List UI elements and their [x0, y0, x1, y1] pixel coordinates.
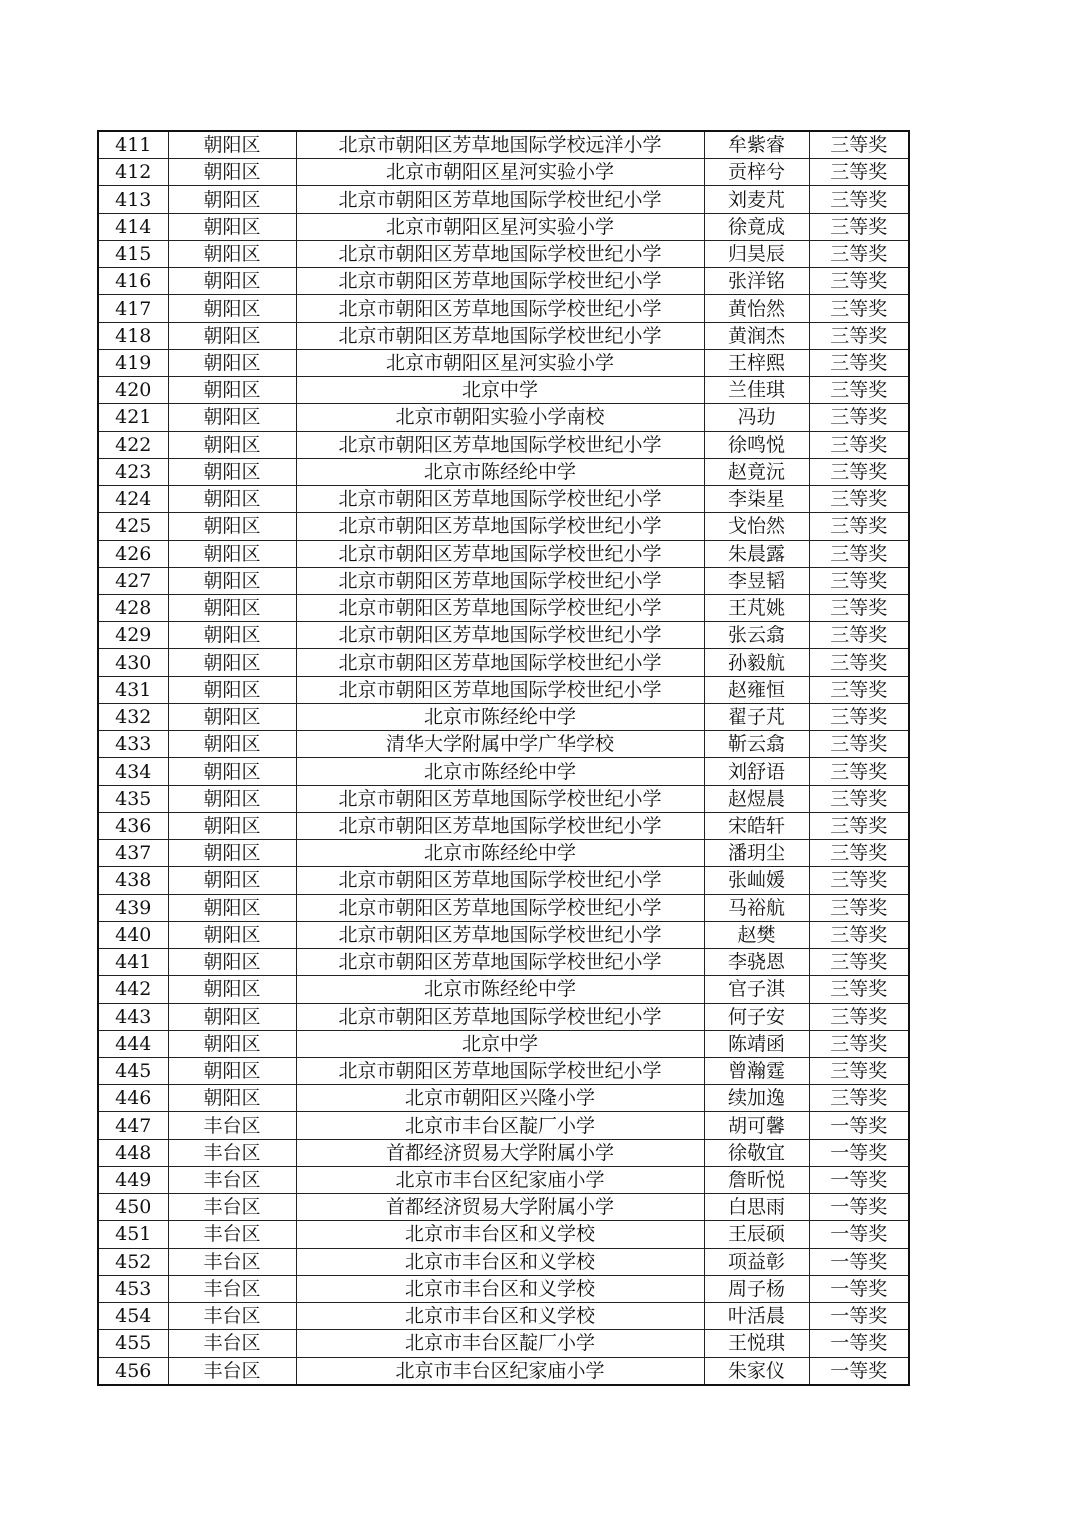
district-cell: 朝阳区: [168, 322, 296, 349]
awards-table-body: [98, 131, 909, 1385]
row-number: 411: [98, 131, 168, 159]
table-row: [98, 1112, 909, 1139]
award-level-cell: 一等奖: [809, 1303, 909, 1330]
award-level-cell: 三等奖: [809, 867, 909, 894]
award-level-cell: 三等奖: [809, 1030, 909, 1057]
row-number: 452: [98, 1248, 168, 1275]
district-cell: 朝阳区: [168, 1003, 296, 1030]
district-cell: 朝阳区: [168, 1057, 296, 1084]
award-level-cell: 三等奖: [809, 486, 909, 513]
school-cell: 北京市朝阳区芳草地国际学校世纪小学: [296, 186, 704, 213]
district-cell: 朝阳区: [168, 404, 296, 431]
award-level-cell: 三等奖: [809, 1057, 909, 1084]
table-row: [98, 1330, 909, 1357]
district-cell: 朝阳区: [168, 458, 296, 485]
row-number: 445: [98, 1057, 168, 1084]
row-number: 444: [98, 1030, 168, 1057]
row-number: 435: [98, 785, 168, 812]
award-level-cell: 一等奖: [809, 1330, 909, 1357]
award-level-cell: 一等奖: [809, 1112, 909, 1139]
row-number: 427: [98, 567, 168, 594]
award-level-cell: 一等奖: [809, 1139, 909, 1166]
district-cell: 朝阳区: [168, 1030, 296, 1057]
student-name-cell: 兰佳琪: [704, 377, 809, 404]
award-level-cell: 三等奖: [809, 431, 909, 458]
student-name-cell: 冯玏: [704, 404, 809, 431]
district-cell: 丰台区: [168, 1194, 296, 1221]
school-cell: 北京市朝阳区芳草地国际学校世纪小学: [296, 921, 704, 948]
award-level-cell: 三等奖: [809, 240, 909, 267]
district-cell: 丰台区: [168, 1112, 296, 1139]
school-cell: 首都经济贸易大学附属小学: [296, 1139, 704, 1166]
school-cell: 北京市陈经纶中学: [296, 703, 704, 730]
row-number: 429: [98, 622, 168, 649]
row-number: 414: [98, 213, 168, 240]
award-level-cell: 三等奖: [809, 1085, 909, 1112]
district-cell: 朝阳区: [168, 240, 296, 267]
table-row: [98, 540, 909, 567]
row-number: 436: [98, 812, 168, 839]
row-number: 431: [98, 676, 168, 703]
school-cell: 北京市朝阳区芳草地国际学校世纪小学: [296, 949, 704, 976]
table-row: [98, 431, 909, 458]
school-cell: 北京市丰台区和义学校: [296, 1303, 704, 1330]
school-cell: 北京市丰台区和义学校: [296, 1275, 704, 1302]
student-name-cell: 叶活晨: [704, 1303, 809, 1330]
row-number: 417: [98, 295, 168, 322]
school-cell: 北京市丰台区靛厂小学: [296, 1330, 704, 1357]
school-cell: 北京市朝阳区芳草地国际学校世纪小学: [296, 594, 704, 621]
student-name-cell: 归昊辰: [704, 240, 809, 267]
school-cell: 北京市朝阳实验小学南校: [296, 404, 704, 431]
table-row: [98, 1085, 909, 1112]
school-cell: 北京市丰台区纪家庙小学: [296, 1166, 704, 1193]
school-cell: 北京市朝阳区芳草地国际学校世纪小学: [296, 486, 704, 513]
student-name-cell: 官子淇: [704, 976, 809, 1003]
row-number: 443: [98, 1003, 168, 1030]
award-level-cell: 三等奖: [809, 703, 909, 730]
student-name-cell: 翟子芃: [704, 703, 809, 730]
table-row: [98, 295, 909, 322]
student-name-cell: 詹昕悦: [704, 1166, 809, 1193]
student-name-cell: 何子安: [704, 1003, 809, 1030]
award-level-cell: 一等奖: [809, 1275, 909, 1302]
school-cell: 北京市朝阳区芳草地国际学校世纪小学: [296, 322, 704, 349]
row-number: 442: [98, 976, 168, 1003]
district-cell: 朝阳区: [168, 186, 296, 213]
table-row: [98, 812, 909, 839]
district-cell: 朝阳区: [168, 812, 296, 839]
school-cell: 北京市朝阳区星河实验小学: [296, 159, 704, 186]
award-level-cell: 三等奖: [809, 540, 909, 567]
district-cell: 朝阳区: [168, 268, 296, 295]
table-row: [98, 731, 909, 758]
award-level-cell: 三等奖: [809, 812, 909, 839]
table-row: [98, 976, 909, 1003]
school-cell: 北京中学: [296, 377, 704, 404]
student-name-cell: 宋皓轩: [704, 812, 809, 839]
district-cell: 朝阳区: [168, 377, 296, 404]
district-cell: 朝阳区: [168, 213, 296, 240]
district-cell: 朝阳区: [168, 840, 296, 867]
table-row: [98, 894, 909, 921]
table-row: [98, 1003, 909, 1030]
district-cell: 朝阳区: [168, 622, 296, 649]
award-level-cell: 三等奖: [809, 513, 909, 540]
table-row: [98, 377, 909, 404]
student-name-cell: 黄润杰: [704, 322, 809, 349]
student-name-cell: 徐鸣悦: [704, 431, 809, 458]
row-number: 425: [98, 513, 168, 540]
award-level-cell: 三等奖: [809, 131, 909, 159]
student-name-cell: 徐敬宜: [704, 1139, 809, 1166]
award-level-cell: 三等奖: [809, 622, 909, 649]
row-number: 446: [98, 1085, 168, 1112]
school-cell: 北京市陈经纶中学: [296, 758, 704, 785]
row-number: 422: [98, 431, 168, 458]
school-cell: 北京市丰台区靛厂小学: [296, 1112, 704, 1139]
school-cell: 北京市朝阳区芳草地国际学校世纪小学: [296, 867, 704, 894]
awards-table: [97, 130, 910, 1386]
district-cell: 朝阳区: [168, 431, 296, 458]
student-name-cell: 靳云翕: [704, 731, 809, 758]
row-number: 440: [98, 921, 168, 948]
student-name-cell: 刘麦芃: [704, 186, 809, 213]
table-row: [98, 1248, 909, 1275]
student-name-cell: 孙毅航: [704, 649, 809, 676]
student-name-cell: 续加逸: [704, 1085, 809, 1112]
row-number: 448: [98, 1139, 168, 1166]
table-row: [98, 867, 909, 894]
school-cell: 北京市丰台区纪家庙小学: [296, 1357, 704, 1385]
school-cell: 首都经济贸易大学附属小学: [296, 1194, 704, 1221]
district-cell: 朝阳区: [168, 731, 296, 758]
school-cell: 北京市朝阳区芳草地国际学校世纪小学: [296, 622, 704, 649]
table-row: [98, 840, 909, 867]
row-number: 450: [98, 1194, 168, 1221]
table-row: [98, 1357, 909, 1385]
table-row: [98, 921, 909, 948]
row-number: 426: [98, 540, 168, 567]
award-level-cell: 三等奖: [809, 458, 909, 485]
district-cell: 朝阳区: [168, 785, 296, 812]
school-cell: 北京市朝阳区兴隆小学: [296, 1085, 704, 1112]
student-name-cell: 徐竟成: [704, 213, 809, 240]
district-cell: 朝阳区: [168, 594, 296, 621]
row-number: 418: [98, 322, 168, 349]
row-number: 428: [98, 594, 168, 621]
district-cell: 朝阳区: [168, 513, 296, 540]
school-cell: 北京市陈经纶中学: [296, 458, 704, 485]
row-number: 433: [98, 731, 168, 758]
district-cell: 朝阳区: [168, 921, 296, 948]
row-number: 416: [98, 268, 168, 295]
row-number: 439: [98, 894, 168, 921]
row-number: 419: [98, 349, 168, 376]
district-cell: 朝阳区: [168, 976, 296, 1003]
school-cell: 北京市朝阳区芳草地国际学校世纪小学: [296, 785, 704, 812]
district-cell: 朝阳区: [168, 867, 296, 894]
award-level-cell: 三等奖: [809, 295, 909, 322]
award-level-cell: 三等奖: [809, 731, 909, 758]
row-number: 456: [98, 1357, 168, 1385]
school-cell: 北京市朝阳区星河实验小学: [296, 213, 704, 240]
award-level-cell: 三等奖: [809, 840, 909, 867]
row-number: 412: [98, 159, 168, 186]
row-number: 438: [98, 867, 168, 894]
table-row: [98, 758, 909, 785]
table-row: [98, 676, 909, 703]
student-name-cell: 马裕航: [704, 894, 809, 921]
table-row: [98, 486, 909, 513]
school-cell: 北京市朝阳区芳草地国际学校世纪小学: [296, 1003, 704, 1030]
district-cell: 朝阳区: [168, 1085, 296, 1112]
row-number: 437: [98, 840, 168, 867]
student-name-cell: 白思雨: [704, 1194, 809, 1221]
award-level-cell: 三等奖: [809, 349, 909, 376]
student-name-cell: 戈怡然: [704, 513, 809, 540]
district-cell: 丰台区: [168, 1357, 296, 1385]
student-name-cell: 张屾媛: [704, 867, 809, 894]
award-level-cell: 一等奖: [809, 1357, 909, 1385]
award-level-cell: 三等奖: [809, 1003, 909, 1030]
student-name-cell: 赵樊: [704, 921, 809, 948]
school-cell: 北京市朝阳区芳草地国际学校世纪小学: [296, 513, 704, 540]
school-cell: 北京市朝阳区芳草地国际学校世纪小学: [296, 268, 704, 295]
district-cell: 丰台区: [168, 1221, 296, 1248]
district-cell: 朝阳区: [168, 758, 296, 785]
school-cell: 北京市朝阳区芳草地国际学校世纪小学: [296, 812, 704, 839]
district-cell: 丰台区: [168, 1275, 296, 1302]
row-number: 434: [98, 758, 168, 785]
school-cell: 北京市朝阳区芳草地国际学校世纪小学: [296, 676, 704, 703]
row-number: 432: [98, 703, 168, 730]
student-name-cell: 张云翕: [704, 622, 809, 649]
student-name-cell: 朱家仪: [704, 1357, 809, 1385]
student-name-cell: 周子杨: [704, 1275, 809, 1302]
student-name-cell: 王辰硕: [704, 1221, 809, 1248]
school-cell: 北京市朝阳区芳草地国际学校世纪小学: [296, 540, 704, 567]
row-number: 415: [98, 240, 168, 267]
district-cell: 朝阳区: [168, 295, 296, 322]
district-cell: 丰台区: [168, 1139, 296, 1166]
district-cell: 丰台区: [168, 1330, 296, 1357]
table-row: [98, 159, 909, 186]
row-number: 413: [98, 186, 168, 213]
table-row: [98, 949, 909, 976]
table-row: [98, 1030, 909, 1057]
district-cell: 丰台区: [168, 1303, 296, 1330]
district-cell: 丰台区: [168, 1166, 296, 1193]
table-row: [98, 1275, 909, 1302]
school-cell: 北京市朝阳区芳草地国际学校世纪小学: [296, 894, 704, 921]
table-row: [98, 622, 909, 649]
student-name-cell: 赵竟沅: [704, 458, 809, 485]
school-cell: 北京市朝阳区芳草地国际学校远洋小学: [296, 131, 704, 159]
row-number: 447: [98, 1112, 168, 1139]
table-row: [98, 1166, 909, 1193]
table-row: [98, 322, 909, 349]
table-row: [98, 404, 909, 431]
student-name-cell: 曾瀚霆: [704, 1057, 809, 1084]
student-name-cell: 张洋铭: [704, 268, 809, 295]
student-name-cell: 黄怡然: [704, 295, 809, 322]
award-level-cell: 三等奖: [809, 949, 909, 976]
table-row: [98, 513, 909, 540]
row-number: 441: [98, 949, 168, 976]
award-level-cell: 三等奖: [809, 921, 909, 948]
table-row: [98, 1221, 909, 1248]
school-cell: 北京市朝阳区芳草地国际学校世纪小学: [296, 295, 704, 322]
district-cell: 朝阳区: [168, 540, 296, 567]
award-level-cell: 三等奖: [809, 268, 909, 295]
district-cell: 朝阳区: [168, 567, 296, 594]
table-row: [98, 268, 909, 295]
student-name-cell: 陈靖函: [704, 1030, 809, 1057]
school-cell: 北京市陈经纶中学: [296, 840, 704, 867]
row-number: 454: [98, 1303, 168, 1330]
student-name-cell: 王梓熙: [704, 349, 809, 376]
district-cell: 朝阳区: [168, 649, 296, 676]
award-level-cell: 一等奖: [809, 1194, 909, 1221]
table-row: [98, 349, 909, 376]
award-level-cell: 三等奖: [809, 676, 909, 703]
school-cell: 北京中学: [296, 1030, 704, 1057]
student-name-cell: 刘舒语: [704, 758, 809, 785]
school-cell: 北京市朝阳区芳草地国际学校世纪小学: [296, 240, 704, 267]
award-level-cell: 三等奖: [809, 213, 909, 240]
school-cell: 北京市陈经纶中学: [296, 976, 704, 1003]
table-row: [98, 1057, 909, 1084]
school-cell: 北京市丰台区和义学校: [296, 1248, 704, 1275]
row-number: 430: [98, 649, 168, 676]
district-cell: 朝阳区: [168, 349, 296, 376]
award-level-cell: 三等奖: [809, 567, 909, 594]
row-number: 421: [98, 404, 168, 431]
row-number: 449: [98, 1166, 168, 1193]
award-level-cell: 一等奖: [809, 1248, 909, 1275]
district-cell: 丰台区: [168, 1248, 296, 1275]
student-name-cell: 赵煜晨: [704, 785, 809, 812]
award-level-cell: 三等奖: [809, 976, 909, 1003]
award-level-cell: 三等奖: [809, 649, 909, 676]
table-row: [98, 1139, 909, 1166]
student-name-cell: 李柒星: [704, 486, 809, 513]
table-row: [98, 1194, 909, 1221]
award-level-cell: 一等奖: [809, 1166, 909, 1193]
school-cell: 北京市朝阳区芳草地国际学校世纪小学: [296, 567, 704, 594]
table-row: [98, 131, 909, 159]
table-row: [98, 785, 909, 812]
student-name-cell: 赵雍恒: [704, 676, 809, 703]
student-name-cell: 贡梓兮: [704, 159, 809, 186]
student-name-cell: 潘玥尘: [704, 840, 809, 867]
table-row: [98, 594, 909, 621]
table-row: [98, 186, 909, 213]
table-row: [98, 458, 909, 485]
row-number: 455: [98, 1330, 168, 1357]
table-row: [98, 213, 909, 240]
award-level-cell: 三等奖: [809, 322, 909, 349]
student-name-cell: 李骁恩: [704, 949, 809, 976]
award-level-cell: 三等奖: [809, 186, 909, 213]
award-level-cell: 三等奖: [809, 785, 909, 812]
table-row: [98, 240, 909, 267]
school-cell: 北京市朝阳区芳草地国际学校世纪小学: [296, 649, 704, 676]
row-number: 424: [98, 486, 168, 513]
district-cell: 朝阳区: [168, 676, 296, 703]
award-level-cell: 三等奖: [809, 404, 909, 431]
district-cell: 朝阳区: [168, 949, 296, 976]
student-name-cell: 朱晨露: [704, 540, 809, 567]
school-cell: 北京市朝阳区芳草地国际学校世纪小学: [296, 431, 704, 458]
table-row: [98, 649, 909, 676]
student-name-cell: 项益彰: [704, 1248, 809, 1275]
school-cell: 北京市朝阳区芳草地国际学校世纪小学: [296, 1057, 704, 1084]
district-cell: 朝阳区: [168, 159, 296, 186]
student-name-cell: 牟紫睿: [704, 131, 809, 159]
row-number: 453: [98, 1275, 168, 1302]
award-level-cell: 三等奖: [809, 894, 909, 921]
district-cell: 朝阳区: [168, 131, 296, 159]
award-level-cell: 三等奖: [809, 594, 909, 621]
award-level-cell: 三等奖: [809, 377, 909, 404]
student-name-cell: 王悦琪: [704, 1330, 809, 1357]
table-row: [98, 1303, 909, 1330]
table-row: [98, 703, 909, 730]
district-cell: 朝阳区: [168, 894, 296, 921]
award-level-cell: 一等奖: [809, 1221, 909, 1248]
school-cell: 清华大学附属中学广华学校: [296, 731, 704, 758]
student-name-cell: 胡可馨: [704, 1112, 809, 1139]
award-level-cell: 三等奖: [809, 758, 909, 785]
table-row: [98, 567, 909, 594]
school-cell: 北京市朝阳区星河实验小学: [296, 349, 704, 376]
school-cell: 北京市丰台区和义学校: [296, 1221, 704, 1248]
award-level-cell: 三等奖: [809, 159, 909, 186]
row-number: 420: [98, 377, 168, 404]
row-number: 423: [98, 458, 168, 485]
district-cell: 朝阳区: [168, 703, 296, 730]
student-name-cell: 李昱韬: [704, 567, 809, 594]
district-cell: 朝阳区: [168, 486, 296, 513]
row-number: 451: [98, 1221, 168, 1248]
student-name-cell: 王芃姚: [704, 594, 809, 621]
